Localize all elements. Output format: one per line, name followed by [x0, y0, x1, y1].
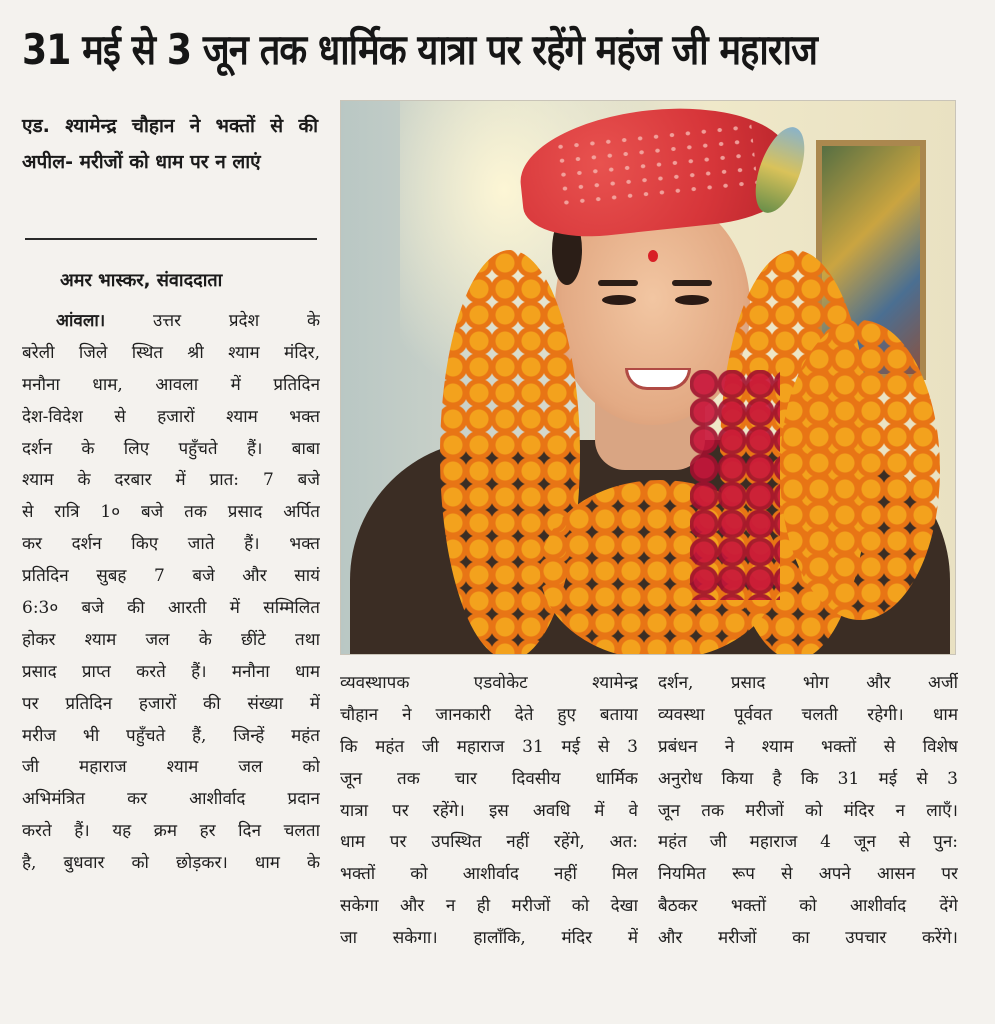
column-line: श्याम के दरबार में प्रात: 7 बजे [22, 470, 320, 491]
article-column-2 [340, 668, 638, 955]
column-line: सकेगा और न ही मरीजों को देखा [340, 896, 638, 917]
column-line: जा सकेगा। हालाँकि, मंदिर में [340, 928, 638, 949]
column-line: करते हैं। यह क्रम हर दिन चलता [22, 821, 320, 842]
column-line: बरेली जिले स्थित श्री श्याम मंदिर, [22, 342, 320, 363]
column-line: चौहान ने जानकारी देते हुए बताया [340, 704, 638, 725]
column-line: जून तक मरीजों को मंदिर न लाएँ। [658, 800, 958, 821]
column-line: पर प्रतिदिन हजारों की संख्या में [22, 693, 320, 714]
column-line: देश-विदेश से हजारों श्याम भक्त [22, 406, 320, 427]
column-line: से रात्रि 1० बजे तक प्रसाद अर्पित [22, 502, 320, 523]
column-line: जून तक चार दिवसीय धार्मिक [340, 768, 638, 789]
column-line: होकर श्याम जल के छींटे तथा [22, 629, 320, 650]
article-column-3 [658, 668, 958, 955]
column-line: दर्शन, प्रसाद भोग और अर्जी [658, 673, 958, 693]
column-line: मरीज भी पहुँचते हैं, जिन्हें महंत [22, 725, 320, 746]
column-line: बैठकर भक्तों को आशीर्वाद देंगे [658, 896, 958, 917]
column-line: और मरीजों का उपचार करेंगे। [658, 928, 958, 949]
column-line: है, बुधवार को छोड़कर। धाम के [22, 853, 320, 874]
column-line: जी महाराज श्याम जल को [22, 757, 320, 778]
column-line: महंत जी महाराज 4 जून से पुन: [658, 832, 958, 853]
column-line: मनौना धाम, आवला में प्रतिदिन [22, 374, 320, 395]
column-line: दर्शन के लिए पहुँचते हैं। बाबा [22, 438, 320, 459]
column-line: आंवला। उत्तर प्रदेश के [56, 311, 320, 331]
column-line: भक्तों को आशीर्वाद नहीं मिल [340, 864, 638, 885]
column-line: प्रसाद प्राप्त करते हैं। मनौना धाम [22, 661, 320, 682]
column-line: प्रतिदिन सुबह 7 बजे और सायं [22, 566, 320, 587]
column-line: नियमित रूप से अपने आसन पर [658, 864, 958, 885]
column-line: कि महंत जी महाराज 31 मई से 3 [340, 736, 638, 757]
column-line: कर दर्शन किए जाते हैं। भक्त [22, 534, 320, 555]
headline: 31 मई से 3 जून तक धार्मिक यात्रा पर रहेंगे महंज जी महाराज [22, 25, 818, 74]
subheadline: एड. श्यामेन्द्र चौहान ने भक्तों से की अपील- मरीजों को धाम पर न लाएं [22, 115, 318, 173]
column-line: 6:3० बजे की आरती में सम्मिलित [22, 598, 320, 619]
dateline: आंवला। [56, 311, 106, 331]
column-line: व्यवस्थापक एडवोकेट श्यामेन्द्र [340, 673, 638, 693]
byline: अमर भास्कर, संवाददाता [60, 270, 223, 291]
column-line: प्रबंधन ने श्याम भक्तों से विशेष [658, 736, 958, 757]
column-line: अभिमंत्रित कर आशीर्वाद प्रदान [22, 789, 320, 810]
column-line: अनुरोध किया है कि 31 मई से 3 [658, 768, 958, 789]
divider-rule [25, 238, 317, 240]
column-line: यात्रा पर रहेंगे। इस अवधि में वे [340, 800, 638, 821]
column-line: धाम पर उपस्थित नहीं रहेंगे, अत: [340, 832, 638, 853]
column-line: व्यवस्था पूर्ववत चलती रहेगी। धाम [658, 704, 958, 725]
article-column-1 [22, 306, 320, 880]
